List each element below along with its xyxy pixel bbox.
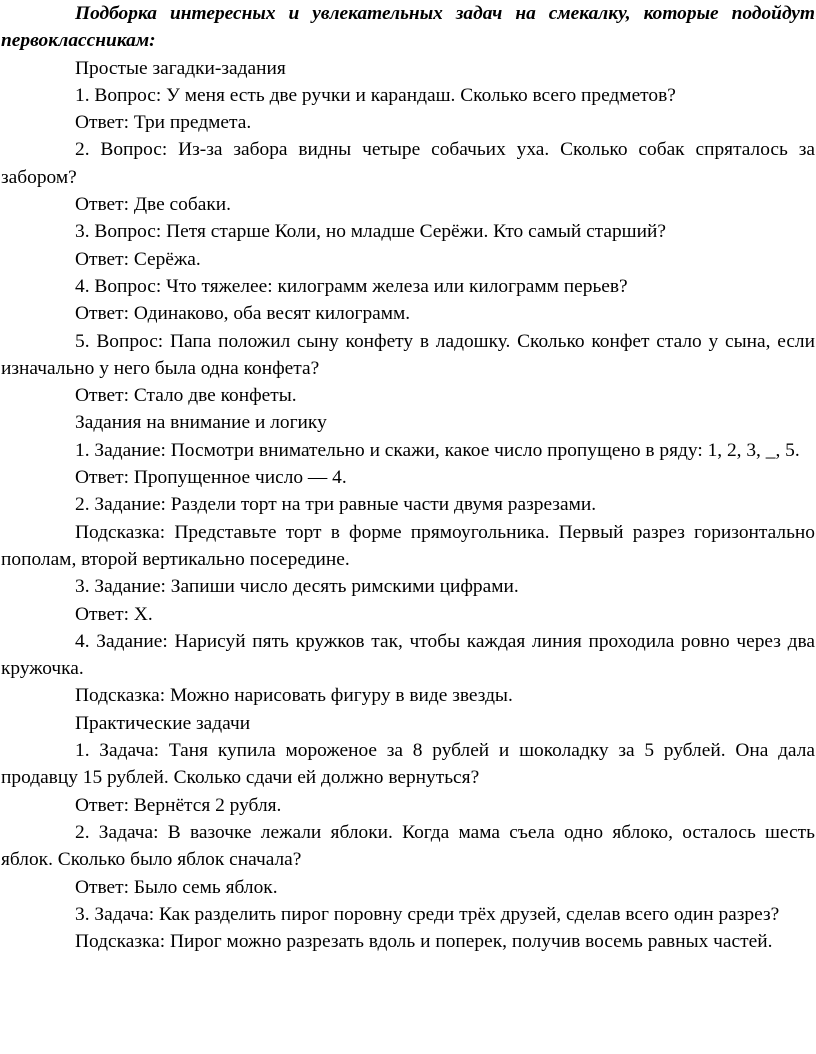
task-paragraph: 2. Задача: В вазочке лежали яблоки. Когда мама съела одно яблоко, осталось шесть яблок. Сколько было яблок сначала? [1, 821, 815, 871]
answer-paragraph: Ответ: Стало две конфеты. [75, 385, 297, 407]
answer-paragraph: Ответ: Вернётся 2 рубля. [75, 794, 282, 816]
answer-paragraph: Ответ: Три предмета. [75, 112, 252, 134]
answer-paragraph: Ответ: X. [75, 603, 153, 625]
question-paragraph: 2. Вопрос: Из-за забора видны четыре собачьих уха. Сколько собак спряталось за забором? [1, 139, 815, 188]
question-paragraph: 4. Вопрос: Что тяжелее: килограмм железа или килограмм перьев? [75, 275, 628, 297]
answer-paragraph: Ответ: Серёжа. [75, 248, 201, 270]
hint-paragraph: Подсказка: Представьте торт в форме прямоугольника. Первый разрез горизонтально пополам, второй вертикально посередине. [1, 521, 815, 570]
task-paragraph: 2. Задание: Раздели торт на три равные части двумя разрезами. [75, 494, 597, 516]
answer-paragraph: Ответ: Пропущенное число — 4. [75, 467, 347, 489]
question-paragraph: 5. Вопрос: Папа положил сыну конфету в ладошку. Сколько конфет стало у сына, если изначально у него была одна конфета? [1, 330, 815, 379]
question-paragraph: 3. Вопрос: Петя старше Коли, но младше Серёжи. Кто самый старший? [75, 221, 666, 243]
section-heading-attention-logic: Задания на внимание и логику [75, 412, 327, 434]
section-heading-practical-tasks: Практические задачи [75, 712, 251, 734]
answer-paragraph: Ответ: Было семь яблок. [75, 876, 278, 898]
document-title: Подборка интересных и увлекательных задач на смекалку, которые подойдут первоклассникам: [1, 3, 815, 52]
task-paragraph: 4. Задание: Нарисуй пять кружков так, чтобы каждая линия проходила ровно через два кружочка. [1, 630, 815, 680]
hint-paragraph: Подсказка: Пирог можно разрезать вдоль и поперек, получив восемь равных частей. [75, 931, 773, 953]
hint-paragraph: Подсказка: Можно нарисовать фигуру в виде звезды. [75, 685, 513, 707]
task-paragraph: 1. Задание: Посмотри внимательно и скажи, какое число пропущено в ряду: 1, 2, 3, _, 5. [75, 439, 800, 461]
task-paragraph: 3. Задача: Как разделить пирог поровну среди трёх друзей, сделав всего один разрез? [75, 903, 780, 925]
task-paragraph: 3. Задание: Запиши число десять римскими цифрами. [75, 576, 519, 598]
section-heading-simple-riddles: Простые загадки-задания [75, 57, 286, 79]
answer-paragraph: Ответ: Две собаки. [75, 194, 231, 216]
question-paragraph: 1. Вопрос: У меня есть две ручки и карандаш. Сколько всего предметов? [75, 84, 676, 106]
answer-paragraph: Ответ: Одинаково, оба весят килограмм. [75, 303, 411, 325]
task-paragraph: 1. Задача: Таня купила мороженое за 8 рублей и шоколадку за 5 рублей. Она дала продавцу 15 рублей. Сколько сдачи ей должно вернуться? [1, 740, 815, 789]
